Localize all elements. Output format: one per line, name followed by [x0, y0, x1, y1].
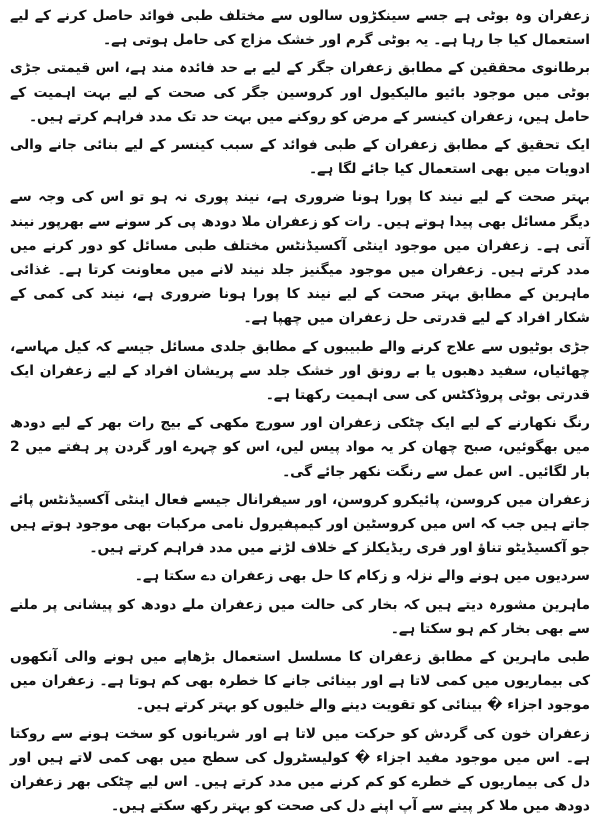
- paragraph-cold-flu: سردیوں میں ہونے والے نزلہ و زکام کا حل بھی زعفران دے سکتا ہے۔: [134, 568, 590, 585]
- paragraph-fever: ماہرین مشورہ دیتے ہیں کہ بخار کی حالت میں زعفران ملے دودھ کو پیشانی پر ملنے سے بھی بخار کم ہو سکتا ہے۔: [10, 596, 590, 637]
- paragraph-heart-health: زعفران خون کی گردش کو حرکت میں لاتا ہے اور شریانوں کو سخت ہونے سے روکتا ہے۔ اس میں موجود مفید اجزاء � کولیسٹرول کی سطح میں بھی کمی لاتے ہیں اور دل کی بیماریوں کے خطرے کو کم کرنے میں مدد کرتے ہیں۔ اس لیے چٹکی بھر زعفران دودھ میں ملا کر پینے سے آپ اپنے دل کی صحت کو بہتر رکھ سکتے ہیں۔: [10, 725, 590, 815]
- paragraph-eyesight: طبی ماہرین کے مطابق زعفران کا مسلسل استعمال بڑھاپے میں ہونے والی آنکھوں کی بیماریوں میں کمی لاتا ہے اور بینائی جانے کا خطرہ بھی کم ہوتا ہے۔ زعفران میں موجود اجزاء � بینائی کو تقویت دینے والے خلیوں کو بہتر کرتے ہیں۔: [10, 649, 590, 714]
- article-body: [10, 4, 590, 826]
- paragraph-saffron-intro: زعفران وہ بوٹی ہے جسے سینکڑوں سالوں سے مختلف طبی فوائد حاصل کرنے کے لیے استعمال کیا جا رہا ہے۔ یہ بوٹی گرم اور خشک مزاج کی حامل ہوتی ہے۔: [10, 8, 590, 49]
- paragraph-cancer-research: ایک تحقیق کے مطابق زعفران کے طبی فوائد کے سبب کینسر کے لیے بنائی جانے والی ادویات میں بھی استعمال کیا جائے لگا ہے۔: [10, 137, 590, 178]
- paragraph-complexion-recipe: رنگ نکھارنے کے لیے ایک چٹکی زعفران اور سورج مکھی کے بیج رات بھر کے لیے دودھ میں بھگوئیں، صبح چھان کر یہ مواد پیس لیں، اس کو چہرے اور گردن پر ہفتے میں 2 بار لگائیں۔ اس عمل سے رنگت نکھر جائے گی۔: [10, 415, 590, 480]
- paragraph-skin-problems: جڑی بوٹیوں سے علاج کرنے والے طبیبوں کے مطابق جلدی مسائل جیسے کہ کیل مہاسے، چھائیاں، سفید دھبوں یا بے رونق اور خشک جلد سے پریشان افراد کے لیے زعفران ایک قدرتی بوٹی پروڈکٹس کی سی اہمیت رکھتا ہے۔: [10, 338, 590, 404]
- paragraph-antioxidants: زعفران میں کروسن، پائیکرو کروسن، اور سیفرانال جیسے فعال اینٹی آکسیڈنٹس پائے جاتے ہیں جب کہ اس میں کروسٹین اور کیمپفیرول نامی مرکبات بھی موجود ہوتے ہیں جو آکسیڈیٹو تناؤ اور فری ریڈیکلز کے خلاف لڑنے میں مدد فراہم کرتے ہیں۔: [10, 491, 590, 557]
- paragraph-liver-health: برطانوی محققین کے مطابق زعفران جگر کے لیے بے حد فائدہ مند ہے، اس قیمتی جڑی بوٹی میں موجود بائیو مالیکیول اور کروسین جگر کی صحت کے لیے بہت اہمیت کے حامل ہیں، زعفران کینسر کے مرض کو روکنے میں بہت حد تک مدد فراہم کرتے ہیں۔: [10, 60, 590, 125]
- paragraph-sleep: بہتر صحت کے لیے نیند کا پورا ہونا ضروری ہے، نیند پوری نہ ہو تو اس کی وجہ سے دیگر مسائل بھی پیدا ہوتے ہیں۔ رات کو زعفران ملا دودھ پی کر سونے سے بھرپور نیند آتی ہے۔ زعفران میں موجود اینٹی آکسیڈنٹس مختلف طبی مسائل کو دور کرنے میں مدد کرتے ہیں۔ زعفران میں موجود میگنیز جلد نیند لانے میں معاونت کرتا ہے۔ غذائی ماہرین کے مطابق بہتر صحت کے لیے نیند کا پورا ہونا ضروری ہے، نیند کی کمی کے شکار افراد کے لیے قدرتی حل زعفران میں چھپا ہے۔: [10, 189, 590, 327]
